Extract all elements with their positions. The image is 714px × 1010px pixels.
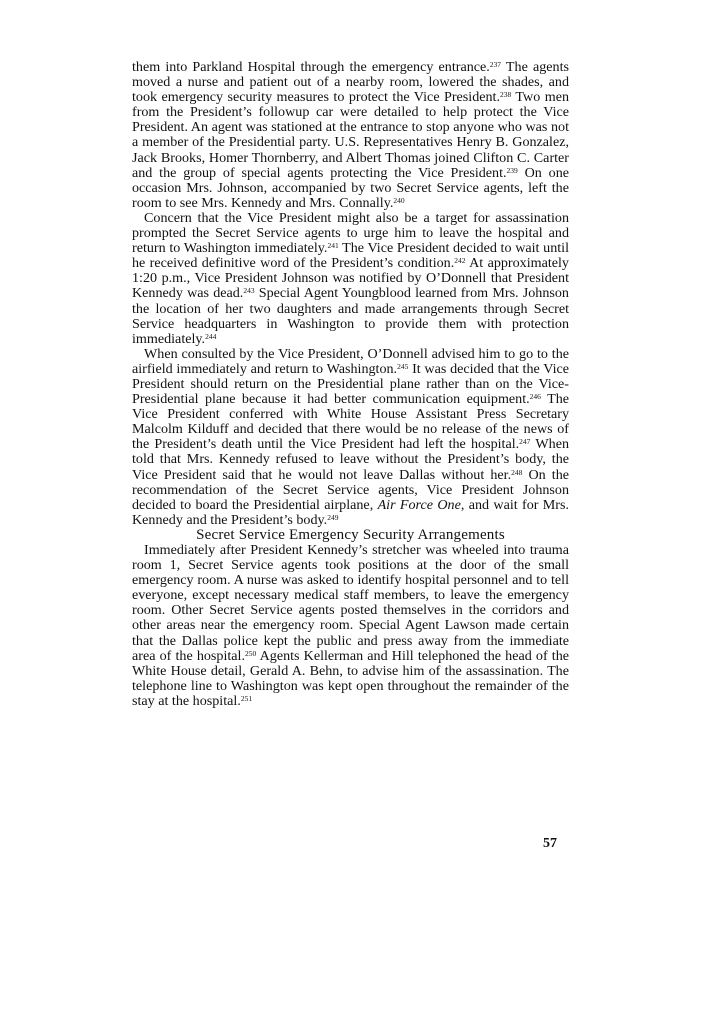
text-column — [132, 60, 569, 709]
paragraph-text: Concern that the Vice President might also be a target for assassination prompted the Secret Service agents to urge him to leave the hospital and return to Washington immediately. — [132, 209, 569, 257]
paragraph-text: The Vice President decided to wait until he received definitive word of the President’s condition. — [132, 240, 569, 272]
section-heading — [132, 528, 569, 543]
heading-text: Secret Service Emergency Security Arrangements — [196, 526, 505, 543]
paragraph-text: The Vice President conferred with White House Assistant Press Secretary Malcolm Kilduff and decided that there would be no release of the news of the President’s death until the Vice President had left the hospital. — [132, 391, 569, 453]
paragraph-text: Agents Kellerman and Hill telephoned the head of the White House detail, Gerald A. Behn, to advise him of the assassination. The telephone line to Washington was kept open throughout the remainder of the stay at the hospital. — [132, 647, 569, 709]
paragraph-text: When consulted by the Vice President, O’Donnell advised him to go to the airfield immediately and return to Washington. — [132, 345, 569, 377]
body-paragraph — [132, 347, 569, 528]
paragraph-text: When told that Mrs. Kennedy refused to leave without the President’s body, the Vice President said that he would not leave Dallas without her. — [132, 436, 570, 483]
paragraph-text: them into Parkland Hospital through the emergency entrance. — [132, 59, 490, 75]
footnote-reference: 245 — [397, 361, 409, 371]
footnote-reference: 239 — [506, 165, 518, 175]
paragraph-text: The agents moved a nurse and patient out of a nearby room, lowered the shades, and took emergency security measures to protect the Vice President. — [132, 59, 569, 106]
italic-text: Air Force One — [377, 496, 461, 513]
paragraph-text: On the recommendation of the Secret Service agents, Vice President Johnson decided to board the Presidential airplane, — [132, 466, 569, 513]
footnote-reference: 241 — [327, 241, 339, 251]
body-paragraph — [132, 543, 569, 709]
paragraph-text: Two men from the President’s followup car were detailed to help protect the Vice President. An agent was stationed at the entrance to stop anyone who was not a member of the Presidential party. U.S. Representatives Henry B. Gonzalez, Jack Brooks, Homer Thornberry, and Albert Thomas joined Clifton C. Carter and the group of special agents protecting the Vice President. — [132, 89, 569, 181]
paragraph-text: It was decided that the Vice President should return on the Presidential plane rather than on the Vice-Presidential plane because it had better communication equipment. — [132, 360, 569, 408]
footnote-reference: 240 — [393, 195, 405, 205]
paragraph-text: On one occasion Mrs. Johnson, accompanied by two Secret Service agents, left the room to see Mrs. Kennedy and Mrs. Connally. — [132, 164, 569, 211]
footnote-reference: 238 — [500, 90, 512, 100]
footnote-reference: 251 — [240, 693, 253, 703]
footnote-reference: 242 — [454, 256, 466, 266]
body-paragraph — [132, 211, 569, 347]
footnote-reference: 247 — [519, 437, 531, 447]
footnote-reference: 250 — [244, 648, 257, 658]
footnote-reference: 244 — [205, 331, 217, 341]
paragraph-text: , and wait for Mrs. Kennedy and the President’s body. — [132, 496, 570, 528]
paragraph-text: Special Agent Youngblood learned from Mrs. Johnson the location of her two daughters and made arrangements through Secret Service headquarters in Washington to provide them with protection immediately. — [132, 285, 569, 347]
body-paragraph — [132, 60, 569, 211]
footnote-reference: 246 — [529, 392, 541, 402]
footnote-reference: 237 — [489, 60, 502, 69]
footnote-reference: 249 — [327, 512, 339, 522]
page-number: 57 — [543, 836, 557, 851]
paragraph-text: Immediately after President Kennedy’s stretcher was wheeled into trauma room 1, Secret Service agents took positions at the door of the small emergency room. A nurse was asked to identify hospital personnel and to tell everyone, except necessary medical staff members, to leave the emergency room. Other Secret Service agents posted themselves in the corridors and other areas near the emergency room. Special Agent Lawson made certain that the Dallas police kept the public and press away from the immediate area of the hospital. — [132, 542, 569, 664]
footnote-reference: 243 — [243, 286, 255, 296]
footnote-reference: 248 — [511, 467, 523, 477]
paragraph-text: At approximately 1:20 p.m., Vice President Johnson was notified by O’Donnell that President Kennedy was dead. — [132, 255, 569, 302]
